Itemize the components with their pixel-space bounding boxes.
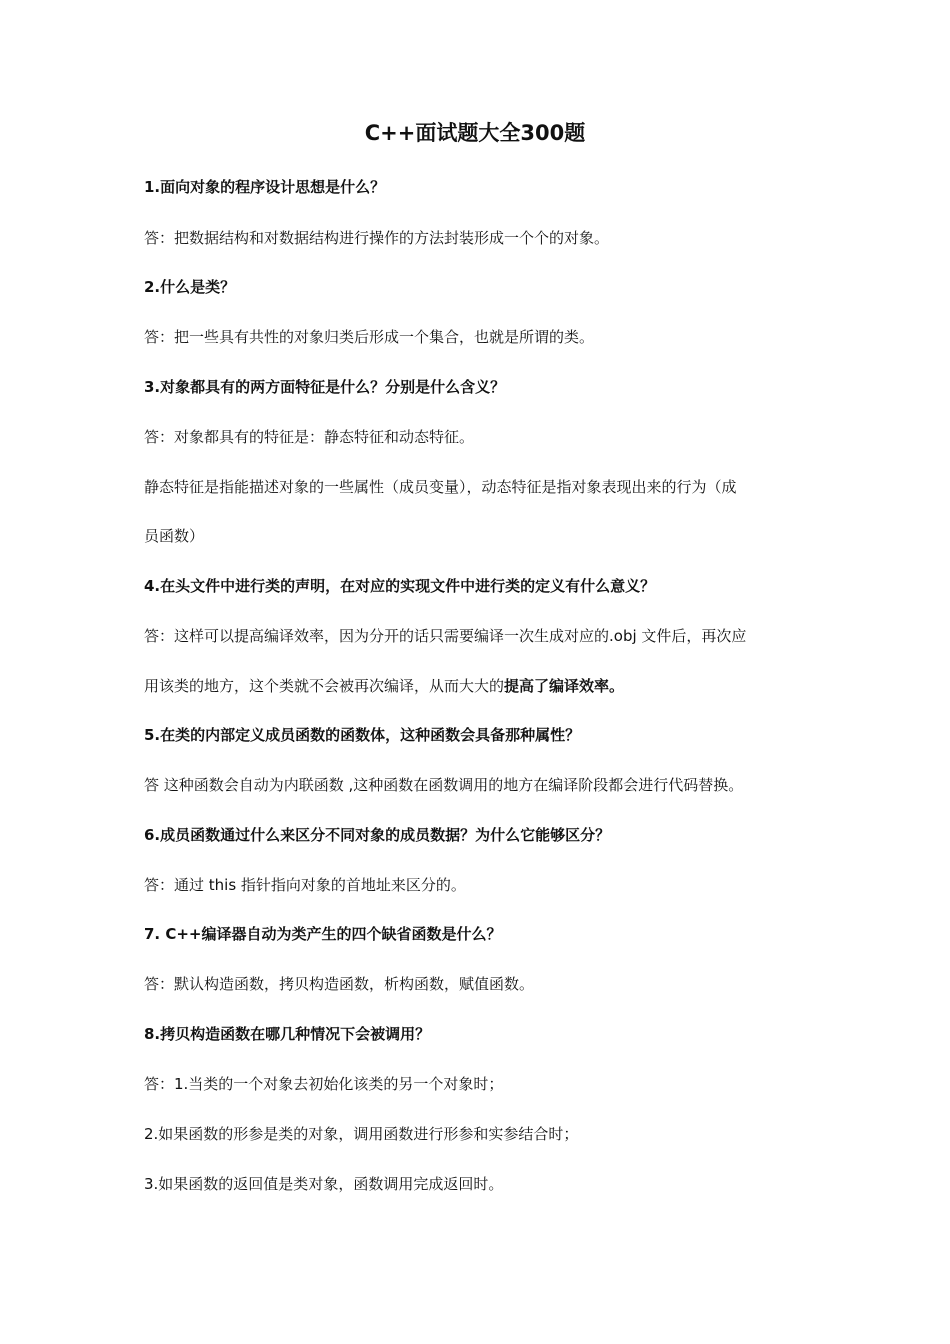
answer-4-line-2-text: 用该类的地方，这个类就不会被再次编译，从而大大的 (144, 677, 505, 695)
answer-3-line-3: 员函数） (144, 527, 205, 545)
question-3: 3.对象都具有的两方面特征是什么？分别是什么含义？ (144, 378, 506, 396)
question-2: 2.什么是类？ (144, 278, 236, 296)
answer-5: 答 这种函数会自动为内联函数 ,这种函数在函数调用的地方在编译阶段都会进行代码替换。 (144, 776, 744, 794)
answer-6: 答：通过 this 指针指向对象的首地址来区分的。 (144, 876, 466, 894)
question-7: 7. C++编译器自动为类产生的四个缺省函数是什么？ (144, 925, 502, 943)
answer-1: 答：把数据结构和对数据结构进行操作的方法封装形成一个个的对象。 (144, 229, 610, 247)
answer-7: 答：默认构造函数，拷贝构造函数，析构函数，赋值函数。 (144, 975, 535, 993)
document-title: C++面试题大全300题 (364, 121, 586, 145)
answer-4-line-2 (144, 675, 814, 697)
question-6: 6.成员函数通过什么来区分不同对象的成员数据？为什么它能够区分？ (144, 826, 611, 844)
question-4: 4.在头文件中进行类的声明，在对应的实现文件中进行类的定义有什么意义？ (144, 577, 656, 595)
answer-8-line-2: 2.如果函数的形参是类的对象，调用函数进行形参和实参结合时； (144, 1125, 579, 1143)
question-1: 1.面向对象的程序设计思想是什么？ (144, 178, 386, 196)
answer-2: 答：把一些具有共性的对象归类后形成一个集合，也就是所谓的类。 (144, 328, 595, 346)
answer-4-emphasis: 提高了编译效率。 (504, 677, 625, 695)
answer-8-line-3: 3.如果函数的返回值是类对象，函数调用完成返回时。 (144, 1175, 504, 1193)
question-5: 5.在类的内部定义成员函数的函数体，这种函数会具备那种属性？ (144, 726, 581, 744)
answer-3-line-1: 答：对象都具有的特征是：静态特征和动态特征。 (144, 428, 475, 446)
answer-3-line-2: 静态特征是指能描述对象的一些属性（成员变量），动态特征是指对象表现出来的行为（成 (144, 478, 737, 496)
answer-4-line-1: 答：这样可以提高编译效率，因为分开的话只需要编译一次生成对应的.obj 文件后，再次应 (144, 627, 747, 645)
answer-8-line-1: 答：1.当类的一个对象去初始化该类的另一个对象时； (144, 1075, 504, 1093)
question-8: 8.拷贝构造函数在哪几种情况下会被调用？ (144, 1025, 431, 1043)
